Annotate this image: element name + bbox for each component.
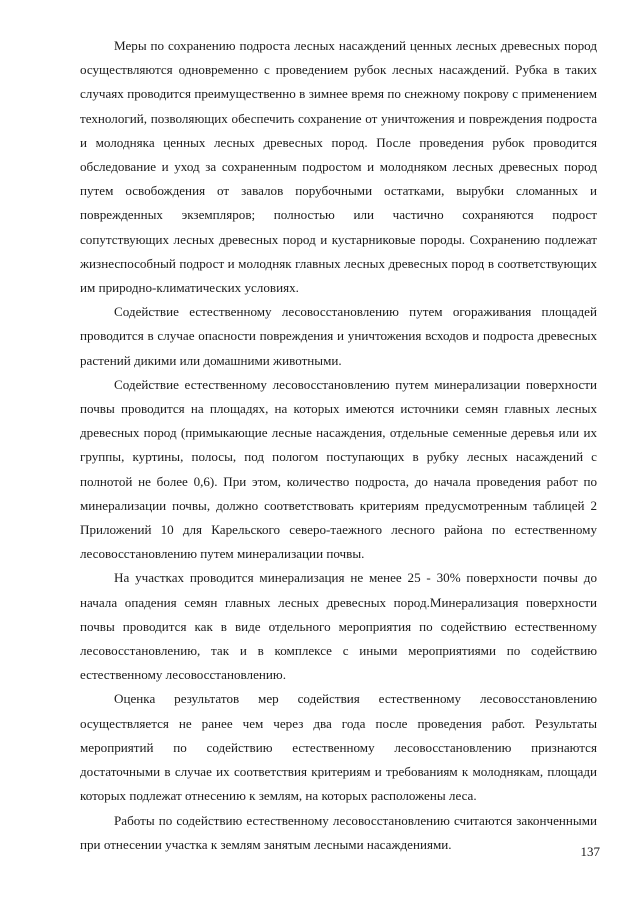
page-number: 137 xyxy=(580,844,600,859)
paragraph: Меры по сохранению подроста лесных насаждений ценных лесных древесных пород осуществляются одновременно с проведением рубок лесных насаждений. Рубка в таких случаях проводится преимущественно в зимнее время по снежному покрову с применением технологий, позволяющих обеспечить сохранение от уничтожения и повреждения подроста и молодняка ценных лесных древесных пород. После проведения рубок проводится обследование и уход за сохраненным подростом и молодняком лесных древесных пород путем освобождения от завалов порубочными остатками, вырубки сломанных и поврежденных экземпляров; полностью или частично сохраняются подрост сопутствующих лесных древесных пород и кустарниковые породы. Сохранению подлежат жизнеспособный подрост и молодняк главных лесных древесных пород в соответствующих им природно-климатических условиях. xyxy=(80,38,597,296)
body-text xyxy=(80,34,597,857)
paragraph: На участках проводится минерализация не менее 25 - 30% поверхности почвы до начала опадения семян главных лесных древесных пород.Минерализация поверхности почвы проводится как в виде отдельного мероприятия по содействию естественному лесовосстановлению, так и в комплексе с иными мероприятиями по содействию естественному лесовосстановлению. xyxy=(80,570,597,683)
paragraph: Оценка результатов мер содействия естественному лесовосстановлению осуществляется не ранее чем через два года после проведения работ. Результаты мероприятий по содействию естественному лесовосстановлению признаются достаточными в случае их соответствия критериям и требованиям к молоднякам, площади которых подлежат отнесению к землям, на которых расположены леса. xyxy=(80,691,597,804)
paragraph: Содействие естественному лесовосстановлению путем минерализации поверхности почвы проводится на площадях, на которых имеются источники семян главных лесных древесных пород (примыкающие лесные насаждения, отдельные семенные деревья или их группы, куртины, полосы, под пологом поступающих в рубку лесных насаждений с полнотой не более 0,6). При этом, количество подроста, до начала проведения работ по минерализации почвы, должно соответствовать критериям предусмотренным таблицей 2 Приложений 10 для Карельского северо-таежного лесного района по естественному лесовосстановлению путем минерализации почвы. xyxy=(80,376,597,562)
paragraph: Работы по содействию естественному лесовосстановлению считаются законченными при отнесении участка к землям занятым лесными насаждениями. xyxy=(80,812,597,852)
paragraph: Содействие естественному лесовосстановлению путем огораживания площадей проводится в случае опасности повреждения и уничтожения всходов и подроста древесных растений дикими или домашними животными. xyxy=(80,304,597,368)
